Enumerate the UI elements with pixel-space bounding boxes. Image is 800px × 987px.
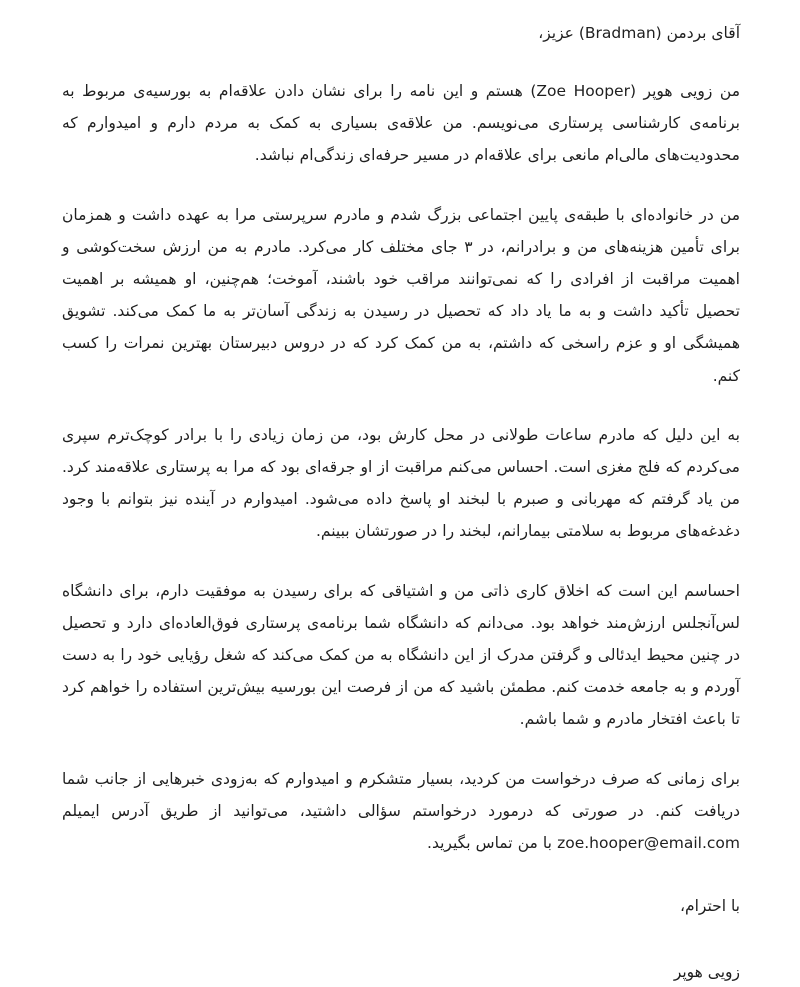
letter-signature: زویی هوپر [673, 963, 740, 982]
letter-salutation: آقای بردمن (Bradman) عزیز، [538, 24, 740, 42]
letter-paragraph-3: به این دلیل که مادرم ساعات طولانی در محل کارش بود، من زمان زیادی را با برادر کوچک‌ترم سپری می‌کردم که فلج مغزی است. احساس می‌کنم مراقبت از او جرقه‌ای بود که مرا به پرستاری علاقه‌مند کرد. من یاد گرفتم که مهربانی و صبرم با لبخند او پاسخ داده می‌شود. امیدوارم در آینده نیز بتوانم با وجود دغدغه‌های مربوط به سلامتی بیمارانم، لبخند را در صورتشان ببینم. [62, 425, 740, 541]
letter-paragraph-2: من در خانواده‌ای با طبقه‌ی پایین اجتماعی بزرگ شدم و مادرم سرپرستی مرا به عهده داشت و همزمان برای تأمین هزینه‌های من و برادرانم، در ۳ جای مختلف کار می‌کرد. مادرم به من ارزش سخت‌کوشی و اهمیت مراقبت از افرادی را که نمی‌توانند مراقب خود باشند، آموخت؛ هم‌چنین، او همیشه بر اهمیت تحصیل تأکید داشت و به ما یاد داد که تحصیل در رسیدن به زندگی آسان‌تر به ما کمک می‌کند. تشویق همیشگی او و عزم راسخی که داشتم، به من کمک کرد که در دروس دبیرستان بهترین نمرات را کسب کنم. [62, 205, 740, 385]
letter-closing: با احترام، [680, 897, 740, 916]
letter-paragraph-1: من زویی هوپر (Zoe Hooper) هستم و این نامه را برای نشان دادن علاقه‌ام به بورسیه‌ی مربوط به برنامه‌ی کارشناسی پرستاری می‌نویسم. من علاقه‌ی بسیاری به کمک به مردم دارم و امیدوارم که محدودیت‌های مالی‌ام مانعی برای علاقه‌ام در مسیر حرفه‌ای زندگی‌ام نباشد. [62, 82, 741, 165]
letter-paragraph-4: احساسم این است که اخلاق کاری ذاتی من و اشتیاقی که برای رسیدن به موفقیت دارم، برای دانشگاه لس‌آنجلس ارزش‌مند خواهد بود. می‌دانم که دانشگاه شما برنامه‌ی پرستاری فوق‌العاده‌ای دارد و تحصیل در چنین محیط ایدئالی و گرفتن مدرک از این دانشگاه به من کمک می‌کند که شغل رؤیایی خود را به دست آوردم و به جامعه خدمت کنم. مطمئن باشید که من از فرصت این بورسیه بیش‌ترین استفاده را خواهم کرد تا باعث افتخار مادرم و شما باشم. [62, 581, 740, 729]
letter-paragraph-5: برای زمانی که صرف درخواست من کردید، بسیار متشکرم و امیدوارم که به‌زودی خبرهایی از جانب شما دریافت کنم. در صورتی که درمورد درخواستم سؤالی داشتید، می‌توانید از طریق آدرس ایمیلم zoe.hooper@email.com با من تماس بگیرید. [62, 769, 740, 853]
